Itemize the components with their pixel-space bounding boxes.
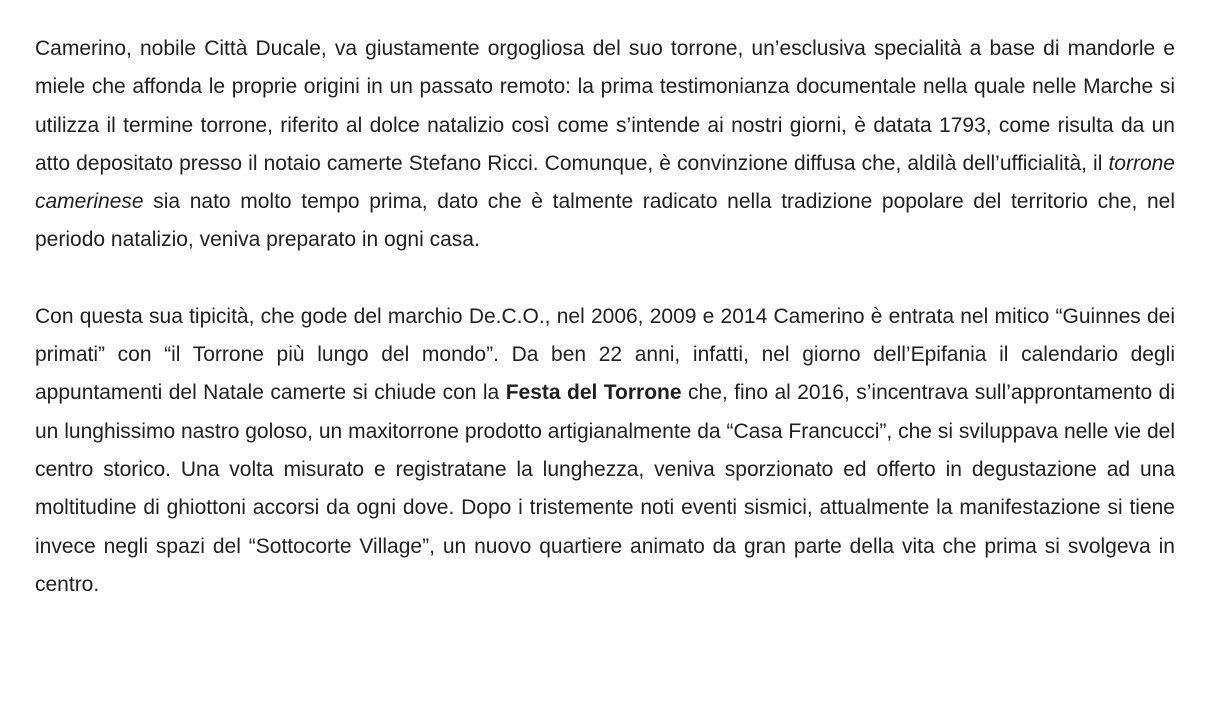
paragraph-1-text-start: Camerino, nobile Città Ducale, va giustamente orgogliosa del suo torrone, un’esclusiva specialità a base di mandorle e miele che affonda le proprie origini in un passato remoto: la prima testimonianza documentale nella quale nelle Marche si utilizza il termine torrone, riferito al dolce natalizio così come s’intende ai nostri giorni, è datata 1793, come risulta da un atto depositato presso il notaio camerte Stefano Ricci. Comunque, è convinzione diffusa che, aldilà dell’ufficialità, il [35,37,1175,175]
article-body [35,30,1175,642]
paragraph-2-text-start: Con questa sua tipicità, che gode del marchio De.C.O., nel 2006, 2009 e 2014 Camerino è entrata nel mitico “Guinnes dei primati” con “il Torrone più lungo del mondo”. Da ben 22 anni, infatti, nel giorno dell’Epifania il calendario degli appuntamenti del Natale camerte si chiude con la [35,304,1175,405]
paragraph-2-bold-term: Festa del Torrone [505,381,682,405]
paragraph-1-italic-term: torrone camerinese [35,151,1175,214]
paragraph-festa-del-torrone [35,298,1175,604]
paragraph-2-text-end: che, fino al 2016, s’incentrava sull’approntamento di un lunghissimo nastro goloso, un maxitorrone prodotto artigianalmente da “Casa Francucci”, che si sviluppava nelle vie del centro storico. Una volta misurato e registratane la lunghezza, veniva sporzionato ed offerto in degustazione ad una moltitudine di ghiottoni accorsi da ogni dove. Dopo i tristemente noti eventi sismici, attualmente la manifestazione si tiene invece negli spazi del “Sottocorte Village”, un nuovo quartiere animato da gran parte della vita che prima si svolgeva in centro. [35,381,1175,596]
paragraph-torrone-origins [35,30,1175,260]
paragraph-1-text-end: sia nato molto tempo prima, dato che è talmente radicato nella tradizione popolare del territorio che, nel periodo natalizio, veniva preparato in ogni casa. [35,190,1175,252]
